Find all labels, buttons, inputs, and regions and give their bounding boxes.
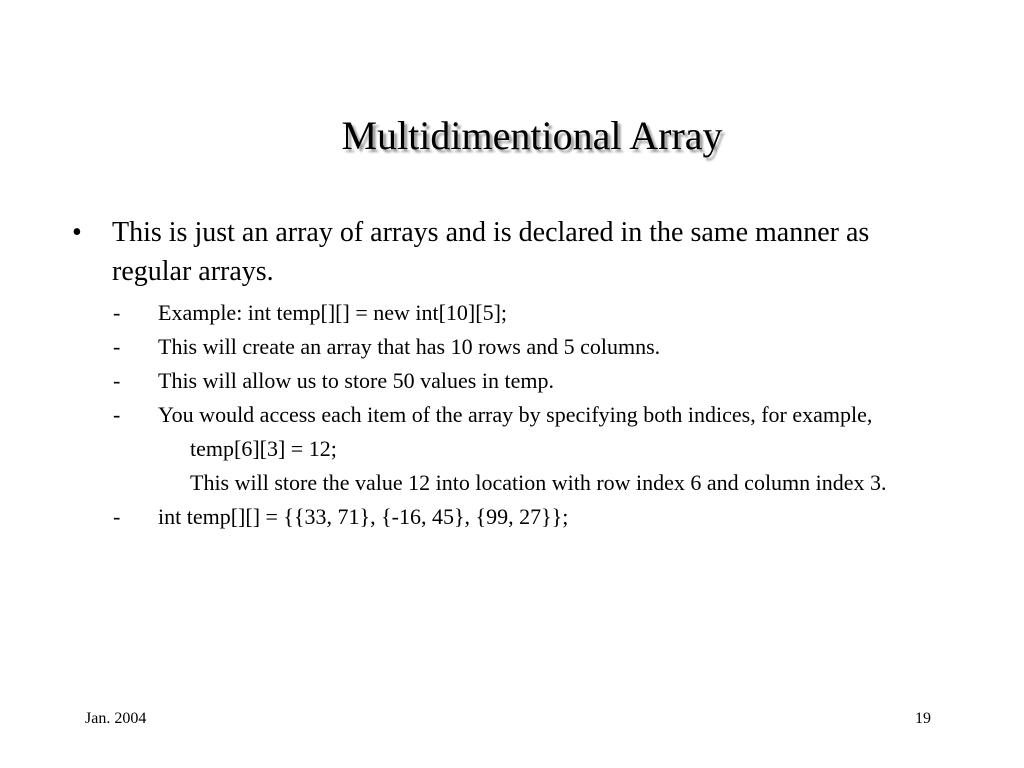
sub-point-text: Example: int temp[][] = new int[10][5];	[158, 300, 508, 325]
sub-point-text: You would access each item of the array by specifying both indices, for example,	[158, 402, 873, 427]
sub-point-access	[0, 398, 948, 432]
sub-point-text: This will create an array that has 10 rows and 5 columns.	[158, 334, 661, 359]
footer-date: Jan. 2004	[85, 710, 147, 727]
sub-point-example	[0, 296, 948, 330]
sub-point-initializer	[0, 500, 948, 534]
code-example-line: temp[6][3] = 12;	[190, 436, 337, 461]
sub-point-capacity	[0, 364, 948, 398]
footer-page-number: 19	[915, 710, 931, 727]
dash-icon: -	[113, 334, 121, 359]
sub-point-text: This will allow us to store 50 values in temp.	[158, 368, 554, 393]
dash-icon: -	[113, 504, 121, 529]
bullet-icon: •	[72, 217, 82, 248]
main-bullet-text: This is just an array of arrays and is declared in the same manner as regular arrays.	[112, 217, 870, 287]
dash-icon: -	[113, 300, 121, 325]
slide-title: Multidimentional Array	[341, 113, 723, 158]
dash-icon: -	[113, 368, 121, 393]
sub-point-rows-columns	[0, 330, 948, 364]
sub-point-list	[0, 296, 1024, 534]
sub-point-text: int temp[][] = {{33, 71}, {-16, 45}, {99, 27}};	[158, 504, 569, 529]
code-example-explanation: This will store the value 12 into location with row index 6 and column index 3.	[190, 470, 887, 495]
dash-icon: -	[113, 402, 121, 427]
